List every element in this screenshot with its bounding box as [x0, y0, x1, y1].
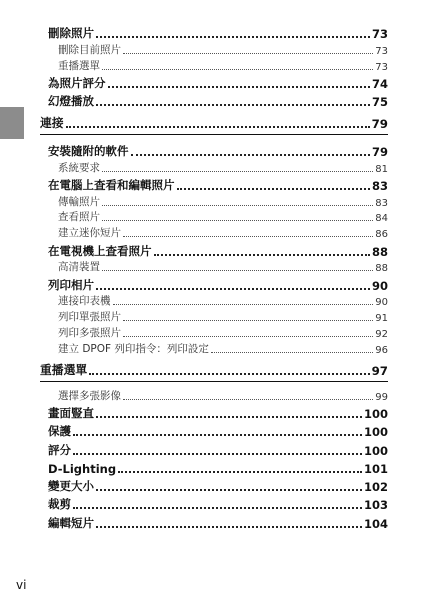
toc-entry-title: 安裝隨附的軟件	[48, 143, 129, 158]
toc-entry-page: 81	[375, 163, 388, 175]
toc-leader-dots	[73, 453, 362, 455]
toc-entry-title: 在電腦上查看和編輯照片	[48, 177, 175, 192]
toc-entry-page: 90	[371, 278, 388, 293]
toc-leader-dots	[118, 471, 362, 473]
toc-leader-dots	[96, 416, 362, 418]
toc-leader-dots	[123, 336, 373, 337]
toc-leader-dots	[154, 254, 370, 256]
toc-entry-title: 列印相片	[48, 277, 94, 292]
toc-entry-title: 刪除照片	[48, 26, 94, 41]
toc-entry-page: 100	[363, 425, 388, 440]
toc-entry[interactable]	[40, 91, 388, 109]
toc-entry[interactable]	[40, 458, 388, 476]
toc-entry-page: 86	[375, 229, 388, 241]
toc-leader-dots	[131, 154, 370, 156]
toc-leader-dots	[89, 373, 369, 375]
toc-entry[interactable]	[40, 403, 388, 421]
toc-entry-title: 編輯短片	[48, 515, 94, 530]
toc-leader-dots	[102, 220, 373, 221]
toc-entry-page: 102	[363, 480, 388, 495]
toc-entry-page: 96	[375, 344, 388, 356]
toc-subentry[interactable]	[40, 159, 388, 175]
toc-entry[interactable]	[40, 494, 388, 512]
toc-entry-title: 建立 DPOF 列印指令：列印設定	[58, 342, 209, 355]
toc-subentry[interactable]	[40, 224, 388, 240]
toc-leader-dots	[96, 526, 362, 528]
toc-leader-dots	[123, 399, 373, 400]
toc-entry-title: 連接印表機	[58, 295, 111, 308]
toc-entry[interactable]	[40, 73, 388, 91]
toc-leader-dots	[96, 489, 362, 491]
toc-leader-dots	[96, 36, 370, 38]
toc-leader-dots	[73, 434, 362, 436]
table-of-contents	[40, 23, 388, 531]
toc-subentry[interactable]	[40, 308, 388, 324]
toc-entry-title: 系統要求	[58, 161, 100, 174]
toc-entry[interactable]	[40, 175, 388, 193]
toc-leader-dots	[123, 53, 373, 54]
toc-entry-page: 88	[371, 244, 388, 259]
toc-entry[interactable]	[40, 476, 388, 494]
toc-leader-dots	[123, 236, 373, 237]
toc-section-heading[interactable]	[40, 360, 388, 382]
toc-entry-page: 83	[371, 178, 388, 193]
toc-entry-title: 裁剪	[48, 497, 71, 512]
toc-entry-title: 傳輸照片	[58, 195, 100, 208]
toc-entry-title: 高清裝置	[58, 261, 100, 274]
toc-leader-dots	[102, 270, 373, 271]
toc-subentry[interactable]	[40, 41, 388, 57]
toc-entry-title: 幻燈播放	[48, 94, 94, 109]
toc-subentry[interactable]	[40, 340, 388, 356]
toc-entry-page: 79	[371, 144, 388, 159]
toc-leader-dots	[113, 304, 374, 305]
section-tab-marker	[0, 107, 24, 139]
toc-leader-dots	[102, 171, 373, 172]
toc-section-page: 97	[371, 363, 388, 378]
toc-entry-page: 73	[375, 46, 388, 58]
toc-entry-title: D-Lighting	[48, 461, 117, 476]
toc-entry-page: 90	[375, 297, 388, 309]
toc-subentry[interactable]	[40, 293, 388, 309]
toc-section-title: 重播選單	[40, 362, 88, 377]
toc-entry-title: 重播選單	[58, 59, 100, 72]
toc-entry-page: 84	[375, 213, 388, 225]
toc-entry[interactable]	[40, 23, 388, 41]
toc-leader-dots	[108, 86, 370, 88]
toc-entry-page: 103	[363, 498, 388, 513]
toc-entry[interactable]	[40, 512, 388, 530]
toc-entry-title: 選擇多張影像	[58, 389, 121, 402]
toc-leader-dots	[211, 352, 373, 353]
toc-entry[interactable]	[40, 274, 388, 292]
toc-subentry[interactable]	[40, 259, 388, 275]
toc-entry-page: 99	[375, 391, 388, 403]
toc-entry-page: 101	[363, 461, 388, 476]
toc-subentry[interactable]	[40, 57, 388, 73]
toc-subentry[interactable]	[40, 209, 388, 225]
toc-entry-title: 畫面豎直	[48, 405, 94, 420]
toc-entry-page: 100	[363, 406, 388, 421]
toc-entry-title: 保護	[48, 424, 71, 439]
toc-entry-title: 建立迷你短片	[58, 227, 121, 240]
toc-entry-page: 83	[375, 197, 388, 209]
toc-entry[interactable]	[40, 140, 388, 158]
page-number: vi	[16, 578, 27, 592]
toc-entry[interactable]	[40, 240, 388, 258]
toc-leader-dots	[66, 126, 370, 128]
toc-entry-page: 73	[371, 27, 388, 42]
toc-entry-title: 評分	[48, 442, 71, 457]
toc-entry[interactable]	[40, 439, 388, 457]
toc-subentry[interactable]	[40, 193, 388, 209]
toc-entry-title: 為照片評分	[48, 76, 106, 91]
toc-subentry[interactable]	[40, 387, 388, 403]
toc-entry-page: 100	[363, 443, 388, 458]
toc-section-heading[interactable]	[40, 113, 388, 135]
toc-leader-dots	[102, 205, 373, 206]
toc-entry-title: 刪除目前照片	[58, 44, 121, 57]
toc-entry-title: 變更大小	[48, 479, 94, 494]
toc-leader-dots	[96, 288, 370, 290]
toc-leader-dots	[177, 188, 370, 190]
toc-entry-title: 列印單張照片	[58, 311, 121, 324]
toc-entry[interactable]	[40, 421, 388, 439]
toc-entry-page: 91	[375, 313, 388, 325]
toc-entry-title: 列印多張照片	[58, 327, 121, 340]
toc-entry-title: 在電視機上查看照片	[48, 243, 152, 258]
toc-entry-title: 查看照片	[58, 211, 100, 224]
toc-subentry[interactable]	[40, 324, 388, 340]
toc-leader-dots	[73, 507, 362, 509]
toc-section-page: 79	[371, 117, 388, 132]
toc-leader-dots	[96, 104, 370, 106]
toc-entry-page: 75	[371, 95, 388, 110]
toc-entry-page: 92	[375, 329, 388, 341]
toc-leader-dots	[123, 320, 373, 321]
toc-entry-page: 88	[375, 263, 388, 275]
toc-entry-page: 73	[375, 61, 388, 73]
toc-section-title: 連接	[40, 116, 64, 131]
toc-entry-page: 74	[371, 77, 388, 92]
toc-leader-dots	[102, 69, 373, 70]
toc-entry-page: 104	[363, 516, 388, 531]
